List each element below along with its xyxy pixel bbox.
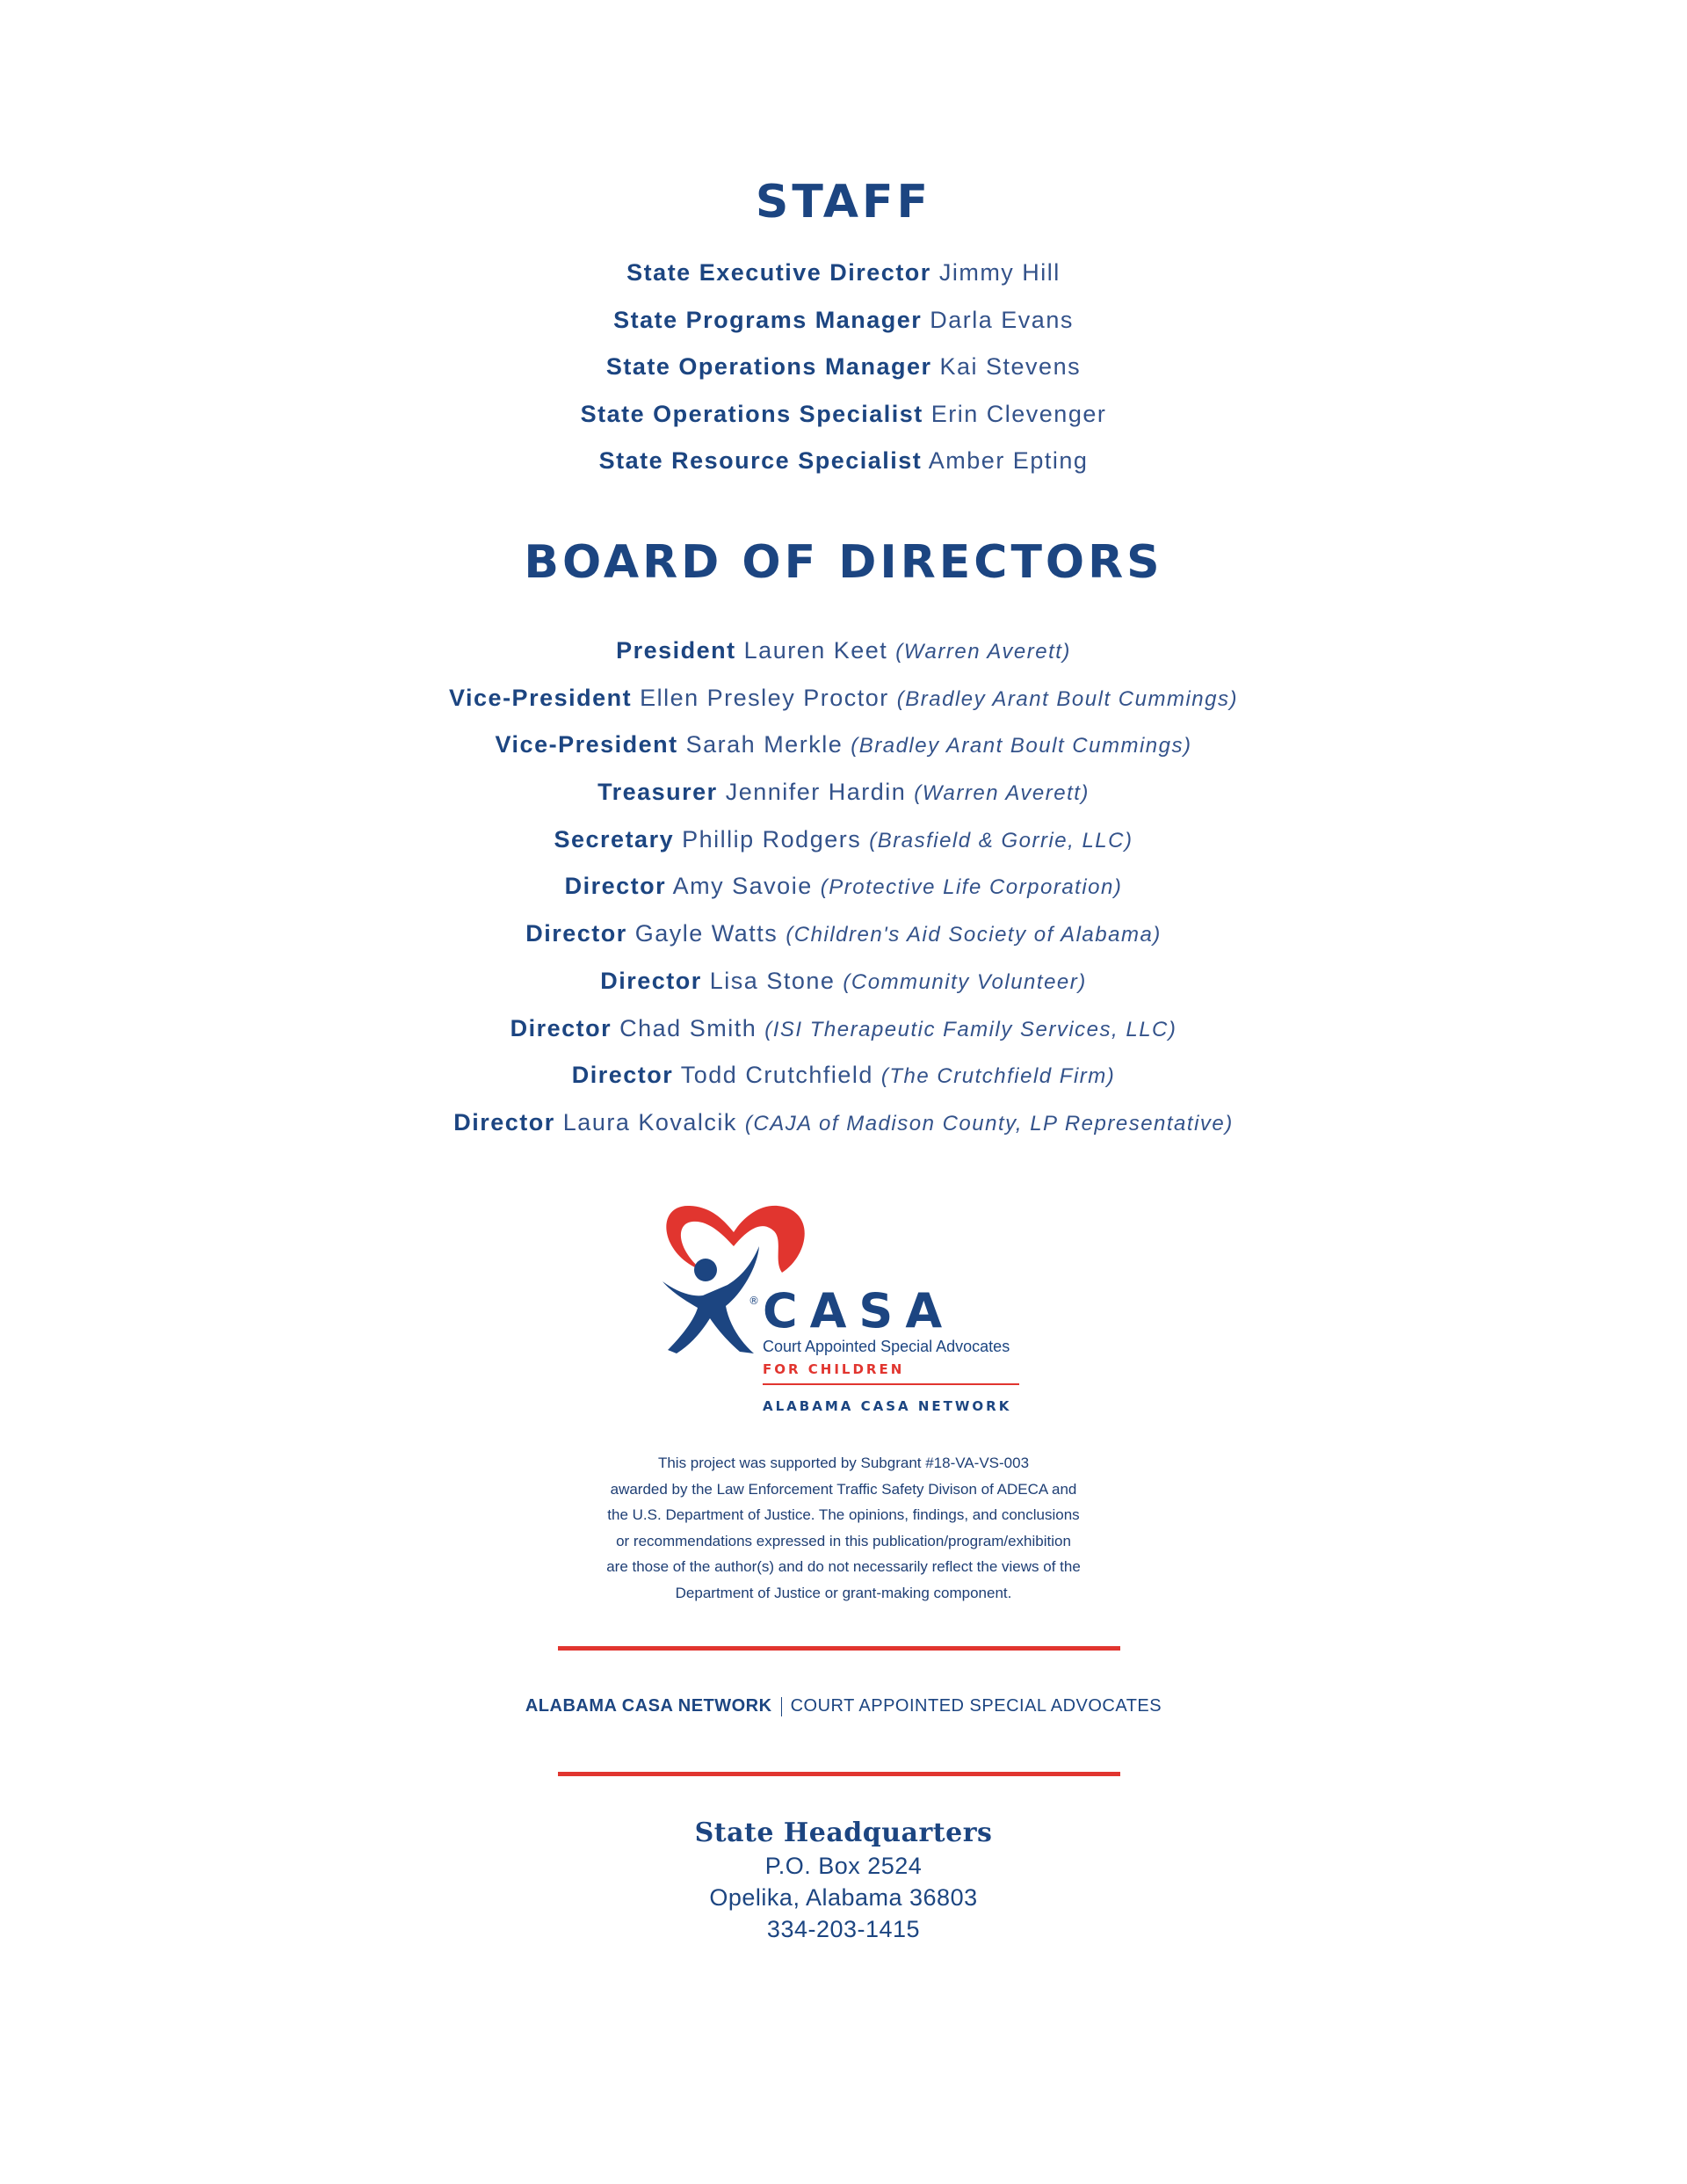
board-member [0, 911, 1687, 958]
board-role: Director [453, 1108, 555, 1136]
divider-rule-bottom [558, 1772, 1120, 1776]
board-member [0, 1052, 1687, 1099]
headquarters-title: State Headquarters [694, 1818, 993, 1848]
board-name: Chad Smith [619, 1014, 757, 1041]
board-member [0, 816, 1687, 864]
staff-member [0, 344, 1687, 391]
board-role: Vice-President [449, 684, 633, 711]
board-name: Jennifer Hardin [725, 779, 907, 806]
registered-mark: ® [749, 1295, 759, 1307]
board-org: (CAJA of Madison County, LP Representative) [744, 1111, 1234, 1136]
casa-logo-graphic [650, 1204, 1037, 1424]
board-name: Todd Crutchfield [680, 1062, 873, 1089]
board-role: Vice-President [495, 731, 678, 758]
board-name: Phillip Rodgers [682, 825, 862, 853]
staff-name: Amber Epting [928, 447, 1089, 475]
board-role: Director [600, 967, 702, 994]
board-org: (Community Volunteer) [843, 969, 1087, 994]
staff-name: Darla Evans [930, 306, 1074, 333]
disclaimer-line: the U.S. Department of Justice. The opinions, findings, and conclusions [607, 1506, 1080, 1524]
board-org: (ISI Therapeutic Family Services, LLC) [764, 1017, 1177, 1041]
board-role: President [616, 637, 736, 664]
board-member [0, 863, 1687, 911]
disclaimer-line: awarded by the Law Enforcement Traffic Safety Divison of ADECA and [610, 1480, 1077, 1498]
board-org: (Warren Averett) [914, 781, 1090, 806]
staff-name: Jimmy Hill [938, 259, 1061, 286]
staff-role: State Operations Manager [605, 353, 932, 381]
disclaimer-line: This project was supported by Subgrant #18-VA-VS-003 [657, 1455, 1030, 1471]
divider-rule-top [558, 1646, 1120, 1651]
board-name: Ellen Presley Proctor [640, 684, 889, 711]
board-member [0, 1099, 1687, 1147]
board-org: (Bradley Arant Boult Cummings) [896, 686, 1238, 711]
disclaimer-line: are those of the author(s) and do not necessarily reflect the views of the [606, 1558, 1081, 1576]
staff-list [0, 250, 1687, 485]
staff-role: State Operations Specialist [580, 400, 923, 427]
staff-member [0, 391, 1687, 439]
board-member [0, 958, 1687, 1005]
casa-wordmark: CASA [763, 1283, 955, 1339]
headquarters-address-line1: P.O. Box 2524 [764, 1853, 923, 1879]
board-name: Lisa Stone [709, 967, 836, 994]
board-role: Director [571, 1062, 674, 1089]
board-heading: BOARD OF DIRECTORS [524, 536, 1163, 589]
disclaimer-line: Department of Justice or grant-making component. [675, 1584, 1012, 1601]
heart-icon [666, 1206, 804, 1273]
board-role: Director [525, 920, 627, 947]
casa-tagline: Court Appointed Special Advocates [763, 1338, 1010, 1355]
board-name: Sarah Merkle [685, 731, 844, 758]
network-name: ALABAMA CASA NETWORK [525, 1696, 772, 1716]
board-member [0, 769, 1687, 816]
staff-role: State Programs Manager [613, 306, 923, 333]
network-line [0, 1696, 1687, 1716]
board-org: (Brasfield & Gorrie, LLC) [869, 828, 1133, 853]
board-name: Laura Kovalcik [562, 1108, 737, 1136]
board-org: (Protective Life Corporation) [820, 875, 1123, 900]
logo-network-text: ALABAMA CASA NETWORK [763, 1398, 1012, 1414]
headquarters-phone: 334-203-1415 [766, 1916, 921, 1942]
staff-member [0, 297, 1687, 345]
funding-disclaimer [492, 1450, 1195, 1607]
logo-divider [763, 1383, 1019, 1385]
board-list [0, 628, 1687, 1147]
board-org: (Warren Averett) [895, 640, 1071, 664]
staff-role: State Executive Director [626, 259, 931, 286]
board-org: (Bradley Arant Boult Cummings) [851, 734, 1192, 758]
staff-name: Erin Clevenger [930, 400, 1107, 427]
board-name: Gayle Watts [634, 920, 778, 947]
board-role: Treasurer [597, 779, 718, 806]
staff-heading: STAFF [755, 176, 932, 229]
board-org: (Children's Aid Society of Alabama) [786, 923, 1162, 947]
board-member [0, 628, 1687, 675]
staff-member [0, 250, 1687, 297]
board-member [0, 675, 1687, 722]
network-separator [781, 1697, 782, 1716]
board-member [0, 1005, 1687, 1053]
board-name: Amy Savoie [672, 873, 813, 900]
board-org: (The Crutchfield Firm) [880, 1064, 1116, 1089]
headquarters-address-line2: Opelika, Alabama 36803 [709, 1884, 978, 1911]
casa-logo [650, 1204, 1037, 1424]
network-description: COURT APPOINTED SPECIAL ADVOCATES [790, 1696, 1162, 1716]
board-member [0, 722, 1687, 769]
board-role: Director [510, 1014, 612, 1041]
board-role: Secretary [554, 825, 675, 853]
board-role: Director [564, 873, 667, 900]
disclaimer-line: or recommendations expressed in this publication/program/exhibition [616, 1532, 1071, 1549]
headquarters-block [0, 1817, 1687, 1945]
for-children-text: FOR CHILDREN [763, 1361, 905, 1377]
staff-name: Kai Stevens [939, 353, 1082, 381]
child-figure-icon [662, 1246, 759, 1353]
board-name: Lauren Keet [743, 637, 888, 664]
staff-member [0, 438, 1687, 485]
staff-role: State Resource Specialist [598, 447, 923, 475]
